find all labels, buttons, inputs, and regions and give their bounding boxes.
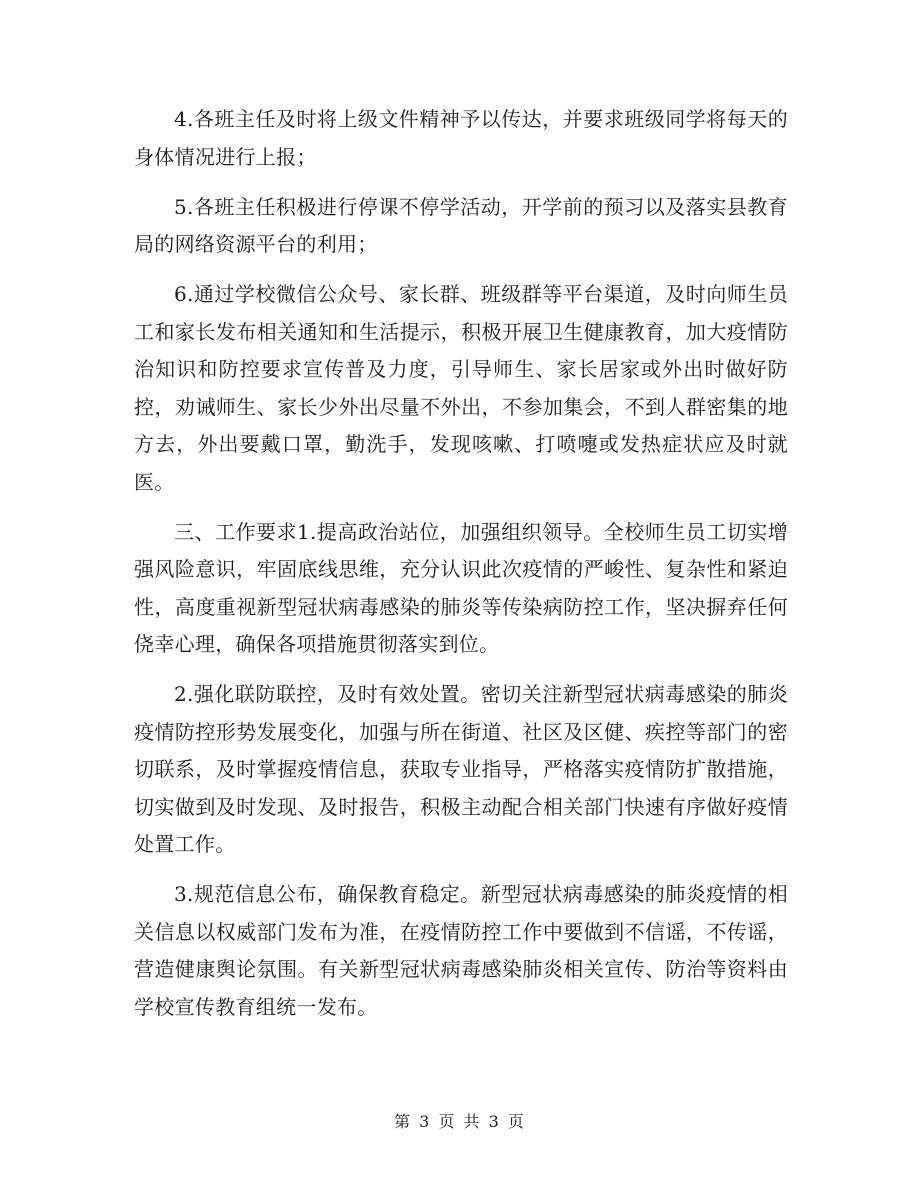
page-number-footer: 第 3 页 共 3 页 — [394, 1112, 526, 1131]
paragraph-info-release: 3.规范信息公布，确保教育稳定。新型冠状病毒感染的肺炎疫情的相关信息以权威部门发布为准，在疫情防控工作中要做到不信谣，不传谣，营造健康舆论氛围。有关新型冠状病毒感染肺炎相关宣传、防治等资料由学校宣传教育组统一发布。 — [134, 882, 788, 1019]
paragraph-item-5: 5.各班主任积极进行停课不停学活动，开学前的预习以及落实县教育局的网络资源平台的利用； — [134, 194, 788, 256]
paragraph-joint-control: 2.强化联防联控，及时有效处置。密切关注新型冠状病毒感染的肺炎疫情防控形势发展变化，加强与所在街道、社区及区健、疾控等部门的密切联系，及时掌握疫情信息，获取专业指导，严格落实疫情防扩散措施，切实做到及时发现、及时报告，积极主动配合相关部门快速有序做好疫情处置工作。 — [134, 682, 788, 856]
document-body — [134, 101, 788, 1039]
paragraph-item-6: 6.通过学校微信公众号、家长群、班级群等平台渠道，及时向师生员工和家长发布相关通知和生活提示，积极开展卫生健康教育，加大疫情防治知识和防控要求宣传普及力度，引导师生、家长居家或外出时做好防控，劝诫师生、家长少外出尽量不外出，不参加集会，不到人群密集的地方去，外出要戴口罩，勤洗手，发现咳嗽、打喷嚏或发热症状应及时就医。 — [134, 282, 788, 494]
paragraph-item-4: 4.各班主任及时将上级文件精神予以传达，并要求班级同学将每天的身体情况进行上报； — [134, 107, 788, 169]
paragraph-work-requirements: 三、工作要求1.提高政治站位，加强组织领导。全校师生员工切实增强风险意识，牢固底线思维，充分认识此次疫情的严峻性、复杂性和紧迫性，高度重视新型冠状病毒感染的肺炎等传染病防控工作，坚决摒弃任何侥幸心理，确保各项措施贯彻落实到位。 — [134, 519, 788, 656]
